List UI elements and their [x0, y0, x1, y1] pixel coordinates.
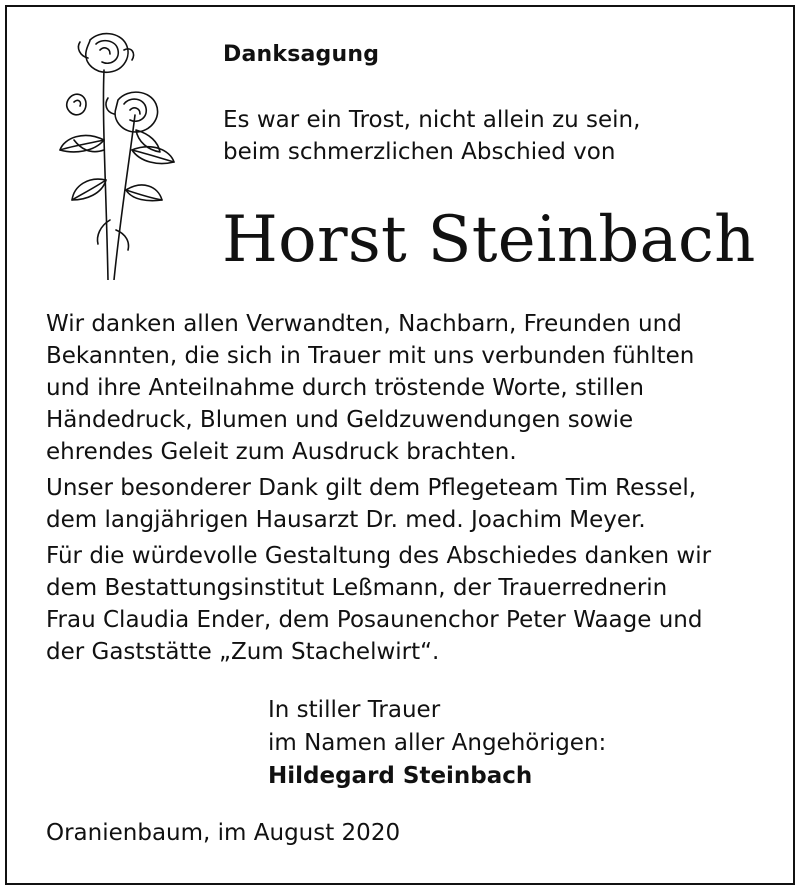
body-line: der Gaststätte „Zum Stachelwirt“. — [46, 639, 440, 665]
body-paragraph — [46, 540, 786, 668]
body-paragraph — [46, 472, 786, 536]
intro-line: Es war ein Trost, nicht allein zu sein, — [223, 107, 641, 133]
body-line: Unser besonderer Dank gilt dem Pflegeteam Tim Ressel, — [46, 475, 697, 501]
rose-icon — [40, 30, 190, 280]
body-line: Für die würdevolle Gestaltung des Abschiedes danken wir — [46, 543, 712, 569]
body-line: und ihre Anteilnahme durch tröstende Worte, stillen — [46, 375, 644, 401]
intro-text — [223, 104, 640, 168]
body-line: Frau Claudia Ender, dem Posaunenchor Peter Waage und — [46, 607, 703, 633]
body-line: ehrendes Geleit zum Ausdruck brachten. — [46, 439, 517, 465]
deceased-name: Horst Steinbach — [222, 203, 756, 277]
notice-heading: Danksagung — [223, 42, 380, 67]
body-line: Bekannten, die sich in Trauer mit uns verbunden fühlten — [46, 343, 695, 369]
notice-body — [46, 308, 786, 672]
body-line: dem langjährigen Hausarzt Dr. med. Joachim Meyer. — [46, 507, 646, 533]
body-line: dem Bestattungsinstitut Leßmann, der Trauerrednerin — [46, 575, 668, 601]
body-paragraph — [46, 308, 786, 468]
place-date: Oranienbaum, im August 2020 — [46, 820, 401, 846]
body-line: Händedruck, Blumen und Geldzuwendungen sowie — [46, 407, 634, 433]
closing-line: In stiller Trauer — [268, 697, 441, 723]
body-line: Wir danken allen Verwandten, Nachbarn, Freunden und — [46, 311, 682, 337]
intro-line: beim schmerzlichen Abschied von — [223, 139, 616, 165]
closing-block — [268, 694, 606, 793]
closing-line: im Namen aller Angehörigen: — [268, 730, 607, 756]
signatory-name: Hildegard Steinbach — [268, 763, 533, 789]
